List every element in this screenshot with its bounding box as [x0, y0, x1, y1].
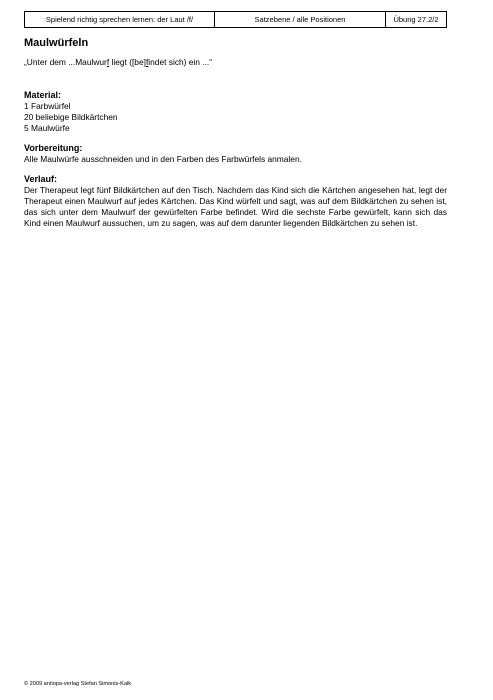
material-section [24, 90, 447, 134]
vorbereitung-section [24, 143, 447, 165]
page-title: Maulwürfeln [24, 37, 89, 49]
copyright-footer: © 2009 antiopa-verlag Stefan Simonis-Kalk [24, 681, 132, 687]
verlauf-text: Der Therapeut legt fünf Bildkärtchen auf den Tisch. Nachdem das Kind sich die Kärtchen angesehen hat, legt der Therapeut einen Maulwurf auf jedes Kärtchen. Das Kind würfelt und sagt, was auf dem Bildkärtchen zu sehen ist, das sich unter dem Maulwurf der gewürfelten Farbe befindet. Wird die sechste Farbe gewürfelt, kann sich das Kind einen Maulwurf aussuchen, um zu sagen, was auf dem darunter liegenden Bildkärtchen zu sehen ist. [24, 185, 447, 228]
document-body [24, 38, 447, 238]
material-heading: Material: [24, 90, 62, 100]
verlauf-section [24, 174, 447, 229]
vorbereitung-text: Alle Maulwürfe ausschneiden und in den Farben des Farbwürfels anmalen. [24, 154, 302, 164]
sentence-target-sound: f [106, 57, 110, 67]
target-sentence [24, 57, 447, 68]
sentence-part: „Unter dem ...Maulwur [24, 57, 107, 67]
sentence-target-sound: f [145, 57, 149, 67]
verlauf-heading: Verlauf: [24, 174, 58, 184]
sentence-part: indet sich) ein ...“ [148, 57, 213, 67]
header-series-title: Spielend richtig sprechen lernen: der Laut /f/ [45, 15, 194, 24]
material-item: 1 Farbwürfel [24, 101, 71, 111]
header-level: Satzebene / alle Positionen [214, 12, 385, 27]
vorbereitung-heading: Vorbereitung: [24, 143, 83, 153]
header-exercise-number: Übung 27.2/2 [385, 12, 446, 27]
material-item: 20 beliebige Bildkärtchen [24, 112, 118, 122]
sentence-part: liegt ([be] [109, 57, 146, 67]
material-item: 5 Maulwürfe [24, 123, 70, 133]
page-header [24, 11, 447, 28]
